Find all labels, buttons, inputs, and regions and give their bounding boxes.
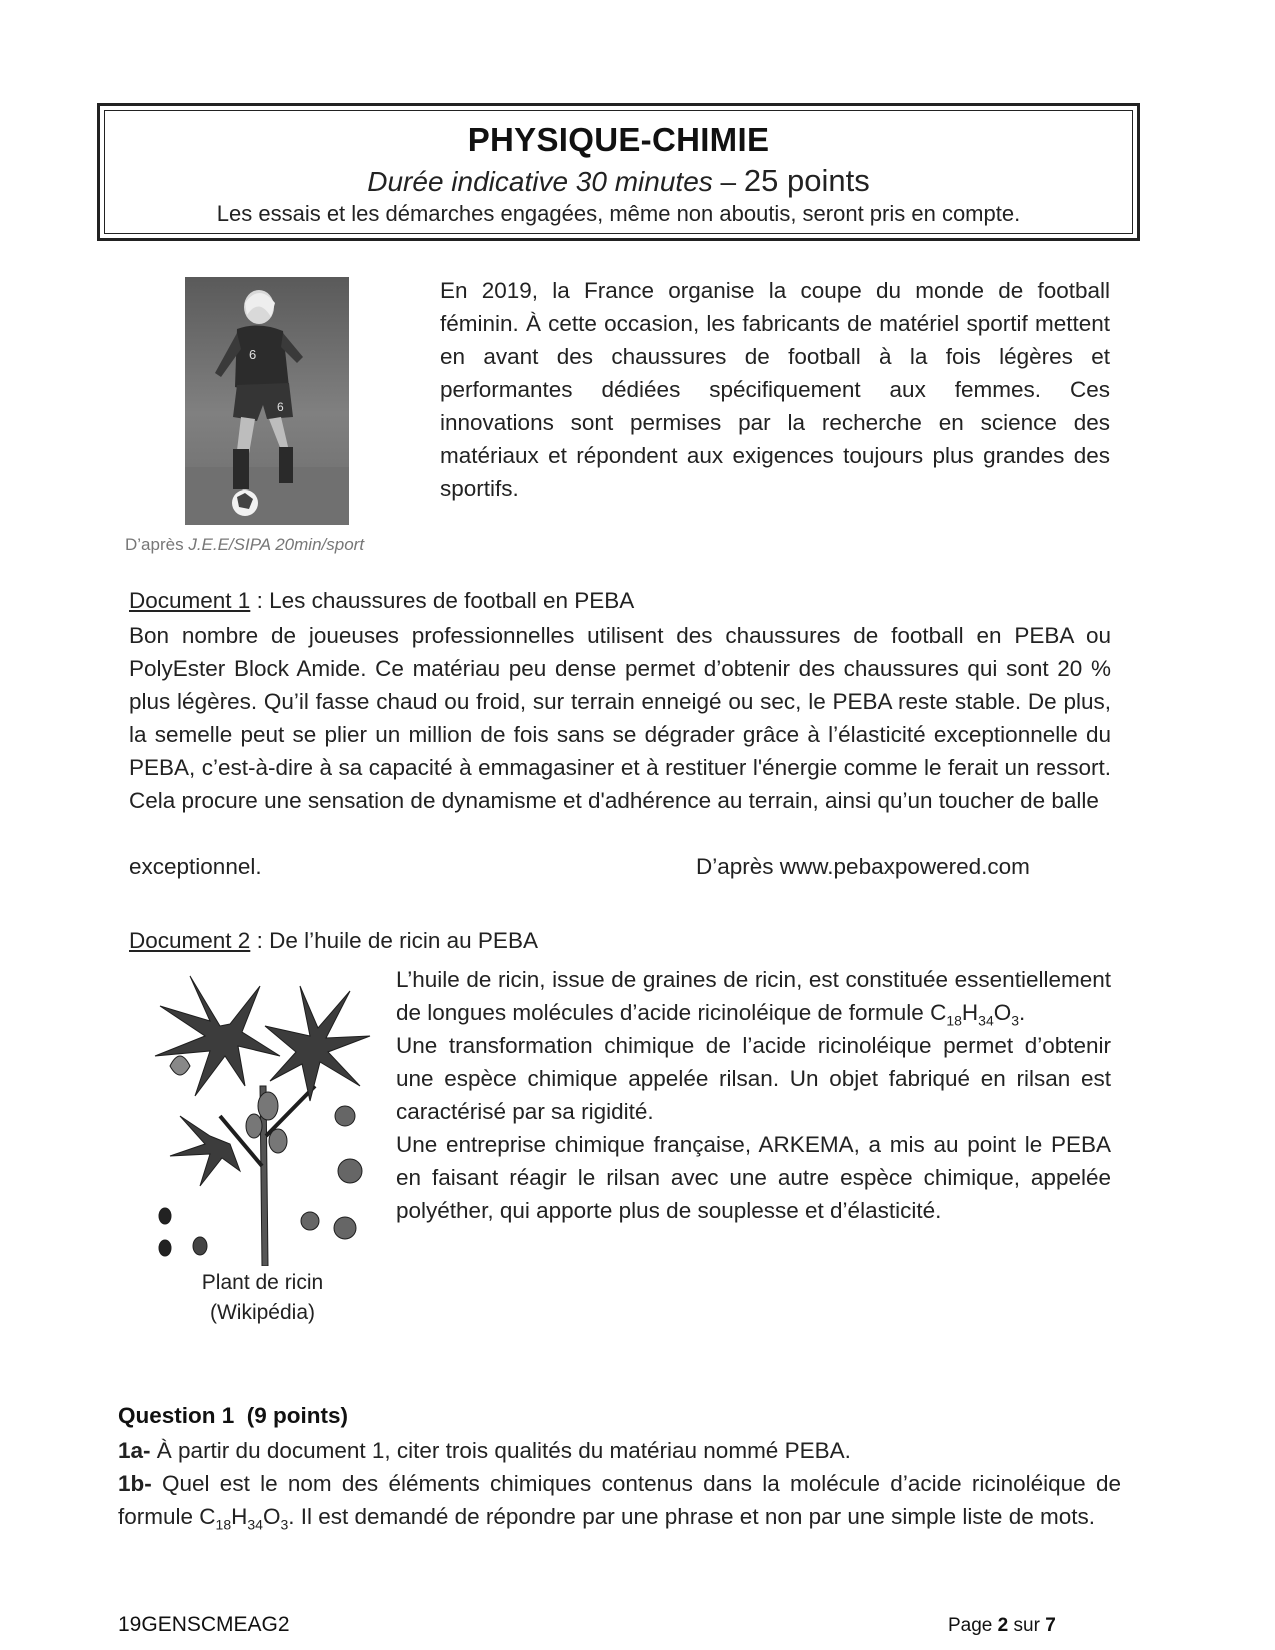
- exam-duration: [105, 163, 1132, 199]
- question-1a-label: 1a-: [118, 1438, 151, 1463]
- header-box: [104, 110, 1133, 234]
- formula-h: H: [961, 1000, 979, 1025]
- doc2-p1-text: L’huile de ricin, issue de graines de ricin, est constituée essentiellement de longues molécules d’acide ricinoléique de formule C: [396, 967, 1111, 1025]
- formula-o-subscript: 3: [1011, 1012, 1020, 1029]
- photo-credit: [125, 535, 364, 555]
- document-2-title: [129, 928, 538, 954]
- formula-o-subscript: 3: [280, 1516, 289, 1533]
- page-total: 7: [1045, 1615, 1056, 1636]
- formula-o: O: [262, 1504, 281, 1529]
- page-prefix: Page: [948, 1615, 998, 1636]
- document-1-last-line: exceptionnel.: [129, 854, 262, 879]
- document-2-paragraph-2: Une transformation chimique de l’acide ricinoléique permet d’obtenir une espèce chimique appelée rilsan. Un objet fabriqué en rilsan est caractérisé par sa rigidité.: [396, 1033, 1111, 1124]
- document-2-paragraph-1: [396, 963, 1111, 1029]
- ricin-plant-caption: [150, 1268, 375, 1328]
- formula-h-subscript: 34: [247, 1516, 263, 1533]
- document-1-heading: : Les chaussures de football en PEBA: [250, 588, 635, 613]
- exam-title: PHYSIQUE-CHIMIE: [467, 121, 770, 158]
- document-1-label: Document 1: [129, 588, 251, 613]
- jersey-number: 6: [249, 347, 257, 362]
- document-2-label: Document 2: [129, 928, 251, 953]
- footer-code: 19GENSCMEAG2: [118, 1613, 290, 1636]
- document-2-text: [396, 963, 1111, 1227]
- intro-paragraph: En 2019, la France organise la coupe du monde de football féminin. À cette occasion, les fabricants de matériel sportif mettent en avant des chaussures de football à la fois légères et performantes dédiées spécifiquement aux femmes. Ces innovations sont permises par la recherche en science des matériaux et répondent aux exigences toujours plus grandes des sportifs.: [440, 278, 1110, 501]
- formula-h: H: [231, 1504, 248, 1529]
- caption-line-1: Plant de ricin: [201, 1271, 324, 1294]
- formula-o: O: [993, 1000, 1012, 1025]
- document-1-title: [129, 588, 634, 614]
- question-1b: [118, 1467, 1121, 1533]
- doc2-p1-end: .: [1019, 1000, 1026, 1025]
- duration-dash: –: [720, 166, 737, 197]
- question-1a: [118, 1434, 1121, 1467]
- page-number: 2: [997, 1615, 1009, 1636]
- question-1b-label: 1b-: [118, 1471, 152, 1496]
- photo-credit-source: J.E.E/SIPA 20min/sport: [188, 535, 365, 554]
- document-2-paragraph-3: Une entreprise chimique française, ARKEMA, a mis au point le PEBA en faisant réagir le rilsan avec une autre espèce chimique, appelée polyéther, qui apporte plus de souplesse et d’élasticité.: [396, 1132, 1111, 1223]
- shorts-number: 6: [277, 400, 284, 414]
- duration-text: Durée indicative 30 minutes: [367, 166, 713, 197]
- photo-credit-prefix: D’après: [125, 535, 189, 554]
- ricin-plant-illustration: [150, 966, 375, 1266]
- question-1-heading: Question 1 (9 points): [118, 1403, 349, 1428]
- formula-h-subscript: 34: [978, 1012, 994, 1029]
- football-player-photo: [185, 277, 349, 525]
- points-text: 25 points: [743, 163, 870, 198]
- question-1a-text: À partir du document 1, citer trois qualités du matériau nommé PEBA.: [150, 1438, 851, 1463]
- document-2-heading: : De l’huile de ricin au PEBA: [250, 928, 538, 953]
- page-middle: sur: [1008, 1615, 1046, 1636]
- exam-note: Les essais et les démarches engagées, même non aboutis, seront pris en compte.: [216, 201, 1021, 226]
- formula-c-subscript: 18: [946, 1012, 962, 1029]
- formula-c-subscript: 18: [215, 1516, 232, 1533]
- question-1b-text: Quel est le nom des éléments chimiques contenus dans la molécule d’acide ricinoléique de formule C: [118, 1471, 1121, 1529]
- footer-page: [948, 1615, 1056, 1637]
- document-1-source: D’après www.pebaxpowered.com: [696, 854, 1030, 879]
- document-1-text: Bon nombre de joueuses professionnelles utilisent des chaussures de football en PEBA ou PolyEster Block Amide. Ce matériau peu dense permet d’obtenir des chaussures qui sont 20 % plus légères. Qu’il fasse chaud ou froid, sur terrain enneigé ou sec, le PEBA reste stable. De plus, la semelle peut se plier un million de fois sans se dégrader grâce à l’élasticité exceptionnelle du PEBA, c’est-à-dire à sa capacité à emmagasiner et à restituer l'énergie comme le ferait un ressort. Cela procure une sensation de dynamisme et d'adhérence au terrain, ainsi qu’un toucher de balle: [129, 623, 1111, 813]
- question-1b-end: . Il est demandé de répondre par une phrase et non par une simple liste de mots.: [288, 1504, 1095, 1529]
- caption-line-2: (Wikipédia): [209, 1301, 316, 1324]
